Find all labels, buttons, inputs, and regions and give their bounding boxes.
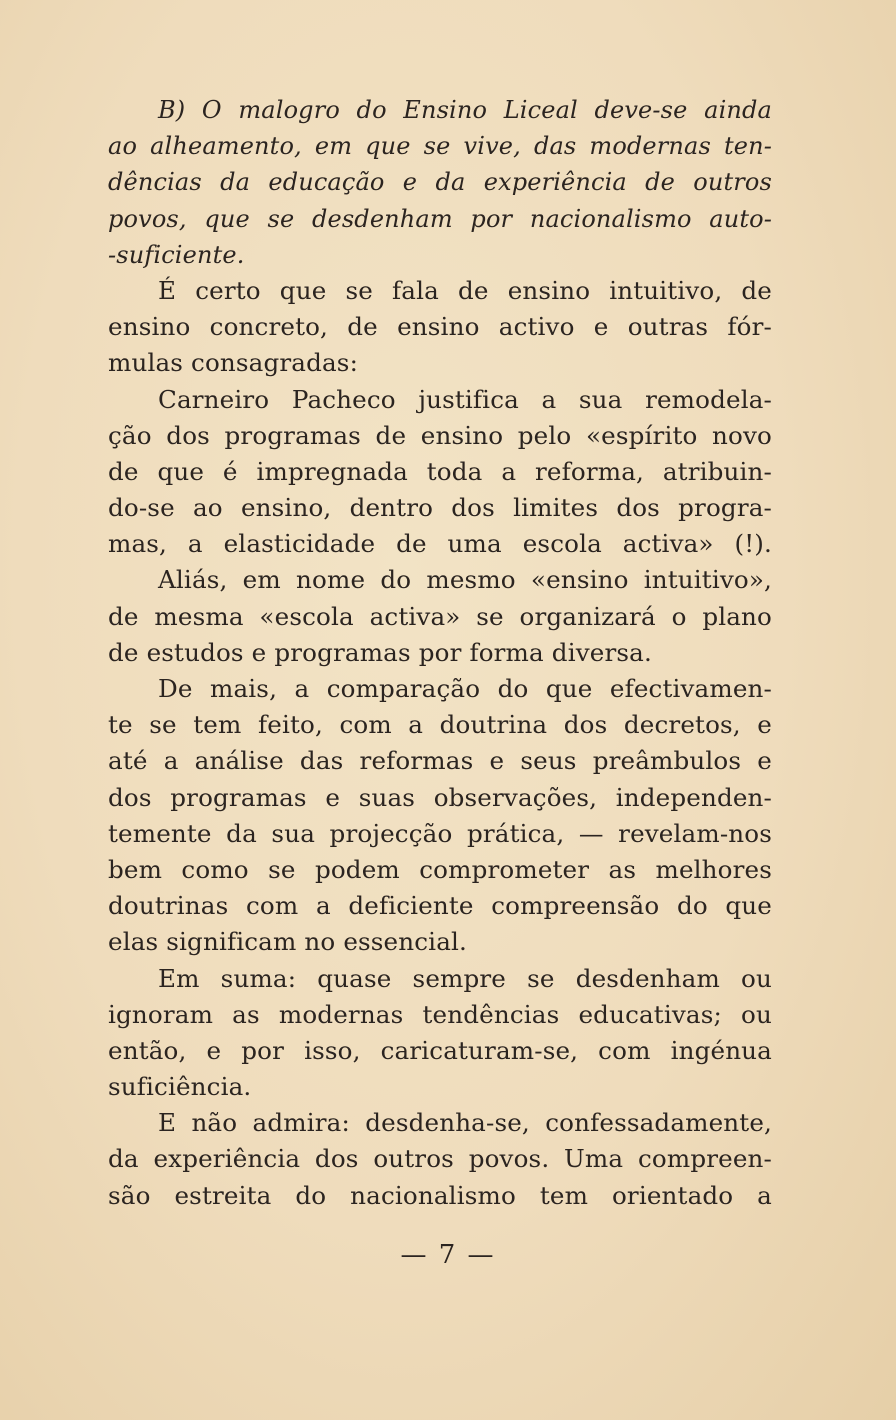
paragraph	[108, 562, 772, 671]
text-line: mas, a elasticidade de uma escola activa» (!).	[108, 529, 772, 559]
paragraph	[108, 961, 772, 1106]
text-line: ensino concreto, de ensino activo e outras fór-	[108, 312, 772, 342]
paragraph	[108, 273, 772, 382]
text-line: B) O malogro do Ensino Liceal deve-se ainda	[158, 96, 772, 124]
text-line: povos, que se desdenham por nacionalismo auto-	[108, 204, 772, 233]
text-line: são estreita do nacionalismo tem orientado a	[108, 1180, 772, 1210]
text-line: ignoram as modernas tendências educativas; ou	[108, 999, 772, 1029]
paragraph	[108, 671, 772, 961]
text-line: do-se ao ensino, dentro dos limites dos progra-	[108, 493, 772, 523]
text-line: então, e por isso, caricaturam-se, com ingénua	[108, 1035, 772, 1065]
text-line: de mesma «escola activa» se organizará o plano	[108, 601, 772, 631]
text-line: da experiência dos outros povos. Uma compreen-	[108, 1144, 772, 1174]
text-line: ao alheamento, em que se vive, das modernas ten-	[108, 132, 772, 161]
text-line: até a análise das reformas e seus preâmbulos e	[108, 746, 772, 776]
text-line: ção dos programas de ensino pelo «espírito novo	[108, 420, 772, 450]
text-line: suficiência.	[108, 1072, 252, 1102]
page-number: — 7 —	[400, 1240, 496, 1270]
text-line: de estudos e programas por forma diversa.	[108, 637, 652, 667]
text-line: temente da sua projecção prática, — revelam-nos	[108, 818, 772, 848]
text-line: doutrinas com a deficiente compreensão do que	[108, 891, 772, 921]
text-line: dos programas e suas observações, independen-	[108, 782, 772, 812]
text-line: E não admira: desdenha-se, confessadamente,	[158, 1108, 772, 1138]
text-line: -suficiente.	[108, 240, 245, 269]
text-line: Aliás, em nome do mesmo «ensino intuitivo»,	[158, 565, 772, 595]
paragraph	[108, 1105, 772, 1214]
text-line: dências da educação e da experiência de outros	[108, 168, 772, 197]
text-line: É certo que se fala de ensino intuitivo, de	[158, 275, 772, 305]
text-line: De mais, a comparação do que efectivamen-	[158, 674, 772, 703]
text-line: de que é impregnada toda a reforma, atribuin-	[108, 456, 772, 486]
text-line: Carneiro Pacheco justifica a sua remodela-	[158, 384, 772, 414]
text-line: Em suma: quase sempre se desdenham ou	[158, 963, 772, 993]
text-line: bem como se podem comprometer as melhores	[108, 854, 772, 884]
text-line: mulas consagradas:	[108, 348, 359, 378]
text-line: elas significam no essencial.	[108, 927, 467, 957]
section-heading-paragraph	[108, 92, 772, 273]
page-body	[108, 92, 772, 1214]
paragraph	[108, 382, 772, 563]
text-line: te se tem feito, com a doutrina dos decretos, e	[108, 710, 772, 740]
